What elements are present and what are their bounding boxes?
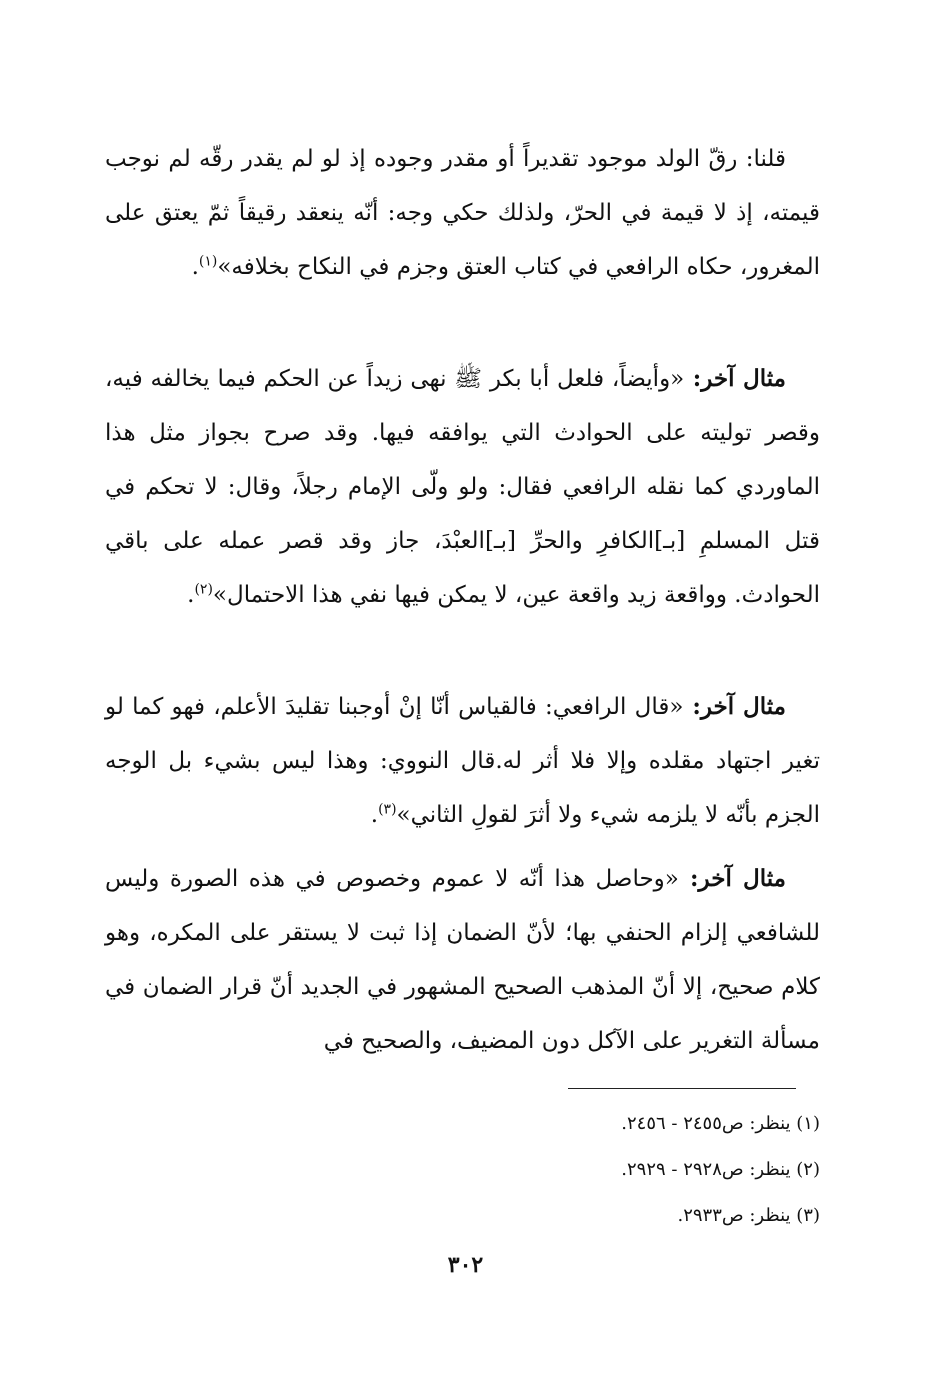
page-number: ٣٠٢ [447,1252,484,1278]
footnote-1: (١) ينظر: ص٢٤٥٥ - ٢٤٥٦. [621,1113,820,1134]
paragraph-3-end: . [370,802,379,828]
paragraph-1 [105,132,820,294]
footnote-ref-3: (٣) [378,801,397,818]
paragraph-1-text: قلنا: رقّ الولد موجود تقديراً أو مقدر وجوده إذ لو لم يقدر رقّه لم نوجب قيمته، إذ لا قيمة في الحرّ، ولذلك حكي وجه: أنّه ينعقد رقيقاً ثمّ يعتق على المغرور، حكاه الرافعي في كتاب العتق وجزم في النكاح بخلافه» [105,146,820,280]
paragraph-3 [105,680,820,842]
footnote-3: (٣) ينظر: ص٢٩٣٣. [677,1205,820,1226]
paragraph-4 [105,852,820,1068]
footnote-2: (٢) ينظر: ص٢٩٢٨ - ٢٩٢٩. [621,1159,820,1180]
paragraph-2-lead: مثال آخر: [684,365,786,392]
paragraph-2 [105,352,820,622]
paragraph-1-end: . [191,254,199,280]
footnote-ref-1: (١) [198,253,218,270]
footnotes [105,1104,820,1242]
paragraph-2-end: . [187,582,195,608]
paragraph-4-lead: مثال آخر: [678,865,786,892]
footnote-separator [568,1088,796,1089]
footnote-ref-2: (٢) [194,581,213,598]
paragraph-4-text: «وحاصل هذا أنّه لا عموم وخصوص في هذه الصورة وليس للشافعي إلزام الحنفي بها؛ لأنّ الضمان إذا ثبت لا يستقر على المكره، وهو كلام صحيح، إلا أنّ المذهب الصحيح المشهور في الجديد أنّ قرار الضمان في مسألة التغرير على الآكل دون المضيف، والصحيح في [105,866,820,1054]
paragraph-2-text: «وأيضاً، فلعل أبا بكر ﷺ نهى زيداً عن الحكم فيما يخالفه فيه، وقصر توليته على الحوادث التي يوافقه فيها. وقد صرح بجواز مثل هذا الماوردي كما نقله الرافعي فقال: ولو ولّى الإمام رجلاً، وقال: لا تحكم في قتل المسلمِ [بـ]الكافرِ والحرِّ [بـ]العبْدَ، جاز وقد قصر عمله على باقي الحوادث. وواقعة زيد واقعة عين، لا يمكن فيها نفي هذا الاحتمال» [105,366,820,608]
paragraph-3-text: «قال الرافعي: فالقياس أنّا إنْ أوجبنا تقليدَ الأعلم، فهو كما لو تغير اجتهاد مقلده وإلا فلا أثر له.قال النووي: وهذا ليس بشيء بل الوجه الجزم بأنّه لا يلزمه شيء ولا أثرَ لقولِ الثاني» [105,694,820,828]
paragraph-3-lead: مثال آخر: [683,693,786,720]
